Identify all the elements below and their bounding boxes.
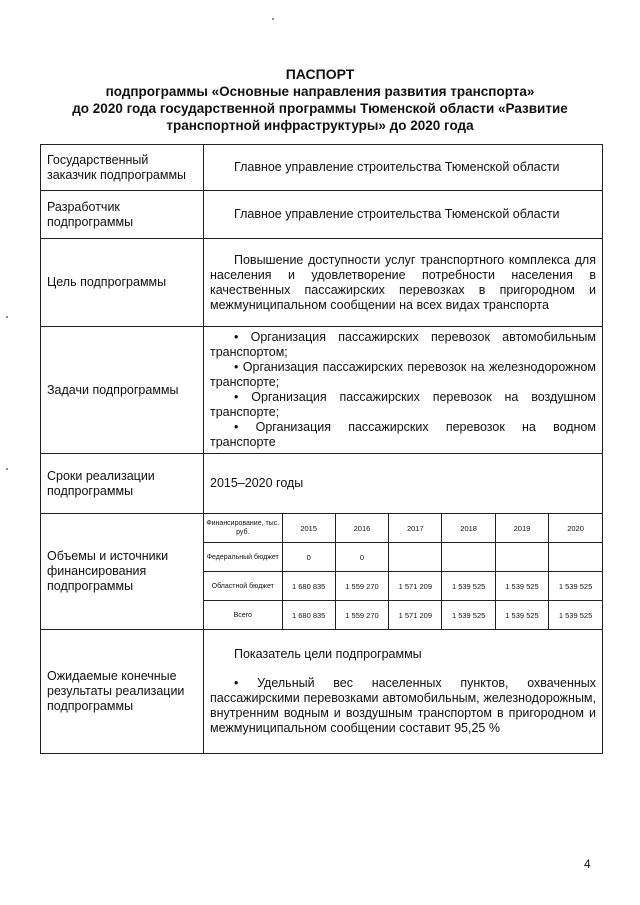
funding-cell xyxy=(549,543,602,572)
funding-cell: 0 xyxy=(335,543,388,572)
title-line-3: до 2020 года государственной программы Тюменской области «Развитие xyxy=(72,101,568,116)
document-title xyxy=(0,66,640,134)
funding-cell: 1 559 270 xyxy=(335,601,388,630)
table-row-developer xyxy=(41,191,603,239)
goal-value xyxy=(204,239,603,327)
funding-header-cell: Финансирование, тыс. руб. xyxy=(204,514,282,543)
funding-header-cell: 2015 xyxy=(282,514,335,543)
results-value xyxy=(204,630,603,754)
scan-speck xyxy=(6,468,8,470)
funding-cell: 0 xyxy=(282,543,335,572)
scan-speck xyxy=(6,316,8,318)
funding-row-total xyxy=(204,601,602,630)
terms-value: 2015–2020 годы xyxy=(204,454,603,514)
funding-cell: 1 539 525 xyxy=(549,601,602,630)
funding-cell: 1 539 525 xyxy=(442,601,495,630)
task-item: • Организация пассажирских перевозок на воздушном транспорте; xyxy=(210,390,596,419)
task-item: • Организация пассажирских перевозок на водном транспорте xyxy=(210,420,596,449)
funding-header-row xyxy=(204,514,602,543)
developer-value xyxy=(204,191,603,239)
terms-label: Сроки реализации подпрограммы xyxy=(41,454,204,514)
results-label: Ожидаемые конечные результаты реализации подпрограммы xyxy=(41,630,204,754)
scan-speck xyxy=(272,18,274,20)
results-text: • Удельный вес населенных пунктов, охваченных пассажирскими перевозками автомобильным, железнодорожным, внутренним водным и воздушным транспортом в пригородном и межмуниципальном сообщении составит 95,25 % xyxy=(210,676,596,735)
table-row-funding xyxy=(41,514,603,630)
funding-cell: 1 571 209 xyxy=(389,601,442,630)
customer-label: Государственный заказчик подпрограммы xyxy=(41,145,204,191)
developer-label: Разработчик подпрограммы xyxy=(41,191,204,239)
funding-cell xyxy=(442,543,495,572)
results-heading: Показатель цели подпрограммы xyxy=(234,647,422,661)
tasks-value xyxy=(204,327,603,454)
goal-label: Цель подпрограммы xyxy=(41,239,204,327)
funding-header-cell: 2020 xyxy=(549,514,602,543)
funding-cell: 1 539 525 xyxy=(549,572,602,601)
goal-text: Повышение доступности услуг транспортного комплекса для населения и удовлетворение потребности населения в качественных пассажирских перевозках в пригородном и межмуниципальном сообщении на всех видах транспорта xyxy=(210,252,596,312)
funding-cell: 1 559 270 xyxy=(335,572,388,601)
table-row-customer xyxy=(41,145,603,191)
funding-cell: 1 680 835 xyxy=(282,572,335,601)
table-row-goal xyxy=(41,239,603,327)
funding-cell xyxy=(495,543,548,572)
funding-cell: 1 680 835 xyxy=(282,601,335,630)
funding-table xyxy=(204,514,602,629)
funding-value xyxy=(204,514,603,630)
title-line-2: подпрограммы «Основные направления развития транспорта» xyxy=(105,84,535,99)
passport-table xyxy=(40,144,603,754)
funding-cell xyxy=(389,543,442,572)
developer-text: Главное управление строительства Тюменской области xyxy=(234,207,560,221)
funding-header-cell: 2019 xyxy=(495,514,548,543)
table-row-terms xyxy=(41,454,603,514)
funding-header-cell: 2017 xyxy=(389,514,442,543)
funding-cell: 1 539 525 xyxy=(442,572,495,601)
task-item: • Организация пассажирских перевозок автомобильным транспортом; xyxy=(210,330,596,359)
tasks-label: Задачи подпрограммы xyxy=(41,327,204,454)
funding-row-regional xyxy=(204,572,602,601)
funding-label: Объемы и источники финансирования подпрограммы xyxy=(41,514,204,630)
task-item: • Организация пассажирских перевозок на железнодорожном транспорте; xyxy=(210,360,596,389)
funding-cell: Областной бюджет xyxy=(204,572,282,601)
table-row-tasks xyxy=(41,327,603,454)
customer-value xyxy=(204,145,603,191)
customer-text: Главное управление строительства Тюменской области xyxy=(234,160,560,174)
funding-cell: Всего xyxy=(204,601,282,630)
funding-cell: 1 539 525 xyxy=(495,572,548,601)
funding-row-federal xyxy=(204,543,602,572)
funding-cell: 1 571 209 xyxy=(389,572,442,601)
funding-header-cell: 2016 xyxy=(335,514,388,543)
title-line-4: транспортной инфраструктуры» до 2020 года xyxy=(166,118,474,133)
title-line-1: ПАСПОРТ xyxy=(285,66,355,82)
funding-cell: Федеральный бюджет xyxy=(204,543,282,572)
funding-cell: 1 539 525 xyxy=(495,601,548,630)
page-number: 4 xyxy=(584,857,591,871)
funding-header-cell: 2018 xyxy=(442,514,495,543)
table-row-results xyxy=(41,630,603,754)
